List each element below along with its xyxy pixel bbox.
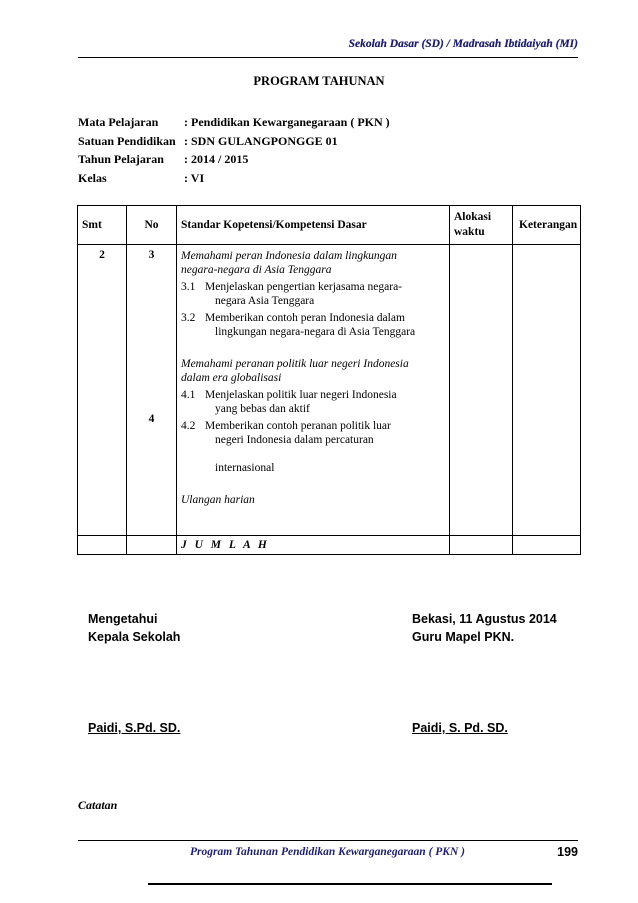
- footer-title: Program Tahunan Pendidikan Kewarganegaraan ( PKN ): [190, 846, 465, 858]
- signature-right-line1: Bekasi, 11 Agustus 2014: [412, 612, 557, 626]
- kd-line: Memberikan contoh peran Indonesia dalam: [205, 312, 405, 324]
- no-value: 4: [148, 413, 155, 425]
- catatan-label: Catatan: [78, 798, 118, 812]
- kd-line: Memberikan contoh peranan politik luar: [205, 420, 391, 432]
- info-label: Kelas: [78, 170, 107, 185]
- kd-line: yang bebas dan aktif: [215, 403, 310, 415]
- kd-number: 3.1: [181, 281, 196, 293]
- header-alokasi-line: Alokasi: [454, 211, 492, 223]
- document-title: PROGRAM TAHUNAN: [253, 74, 385, 88]
- ulangan-harian: Ulangan harian: [181, 494, 255, 506]
- info-value: : Pendidikan Kewarganegaraan ( PKN ): [184, 115, 390, 129]
- sum-cell-no: [127, 536, 177, 555]
- sk-title-line: negara-negara di Asia Tenggara: [181, 264, 332, 276]
- sk-title-line: Memahami peranan politik luar negeri Indonesia: [181, 358, 409, 370]
- kd-line: Menjelaskan politik luar negeri Indonesia: [205, 389, 397, 401]
- signature-right-line2: Guru Mapel PKN.: [412, 630, 515, 644]
- kd-number: 4.2: [181, 420, 196, 432]
- kd-item: [181, 280, 445, 308]
- kd-line: lingkungan negara-negara di Asia Tenggara: [215, 326, 416, 338]
- info-label: Satuan Pendidikan: [78, 133, 176, 148]
- sk-title-line: Memahami peran Indonesia dalam lingkungan: [181, 250, 397, 262]
- sk-title: [181, 357, 445, 385]
- sum-cell-smt: [78, 536, 127, 555]
- header-alokasi-line: waktu: [454, 226, 485, 238]
- kd-item: [181, 419, 445, 475]
- kd-item: [181, 388, 445, 416]
- info-value: : VI: [184, 170, 205, 185]
- no-value: 3: [148, 249, 155, 261]
- cell-smt: [78, 245, 127, 536]
- sum-cell-keterangan: [513, 536, 581, 555]
- jumlah-label: J U M L A H: [177, 536, 450, 555]
- sk-title-line: dalam era globalisasi: [181, 372, 282, 384]
- table-row: [78, 245, 581, 536]
- cell-no: [127, 245, 177, 536]
- signature-left-line2: Kepala Sekolah: [88, 630, 181, 644]
- header-keterangan: Keterangan: [513, 206, 581, 245]
- school-header: Sekolah Dasar (SD) / Madrasah Ibtidaiyah (MI): [348, 38, 578, 50]
- kd-line: internasional: [215, 462, 275, 474]
- kd-number: 3.2: [181, 312, 196, 324]
- header-divider: [78, 57, 578, 58]
- table-sum-row: [78, 536, 581, 555]
- cell-keterangan: [513, 245, 581, 536]
- kd-number: 4.1: [181, 389, 196, 401]
- header-alokasi: [450, 206, 513, 245]
- sum-cell-alokasi: [450, 536, 513, 555]
- cell-alokasi: [450, 245, 513, 536]
- info-label: Mata Pelajaran: [78, 115, 159, 129]
- bottom-rule: [148, 883, 552, 885]
- kd-item: [181, 311, 445, 339]
- header-no: No: [127, 206, 177, 245]
- signature-left-name: Paidi, S.Pd. SD.: [88, 721, 181, 735]
- signature-right-name: Paidi, S. Pd. SD.: [412, 721, 508, 735]
- info-value: : SDN GULANGPONGGE 01: [184, 133, 338, 148]
- smt-value: 2: [99, 249, 105, 261]
- header-standar: Standar Kopetensi/Kompetensi Dasar: [177, 206, 450, 245]
- header-smt: Smt: [78, 206, 127, 245]
- table-header-row: [78, 206, 581, 245]
- cell-standar: [177, 245, 450, 536]
- kd-line: negara Asia Tenggara: [215, 295, 315, 307]
- sk-title: [181, 249, 445, 277]
- kd-line: negeri Indonesia dalam percaturan: [215, 434, 374, 446]
- program-table: [77, 205, 581, 555]
- page-number: 199: [557, 845, 578, 859]
- footer-divider: [78, 840, 578, 841]
- info-value: : 2014 / 2015: [184, 152, 249, 166]
- kd-line: Menjelaskan pengertian kerjasama negara-: [205, 281, 402, 293]
- info-label: Tahun Pelajaran: [78, 152, 164, 166]
- signature-left-line1: Mengetahui: [88, 612, 158, 626]
